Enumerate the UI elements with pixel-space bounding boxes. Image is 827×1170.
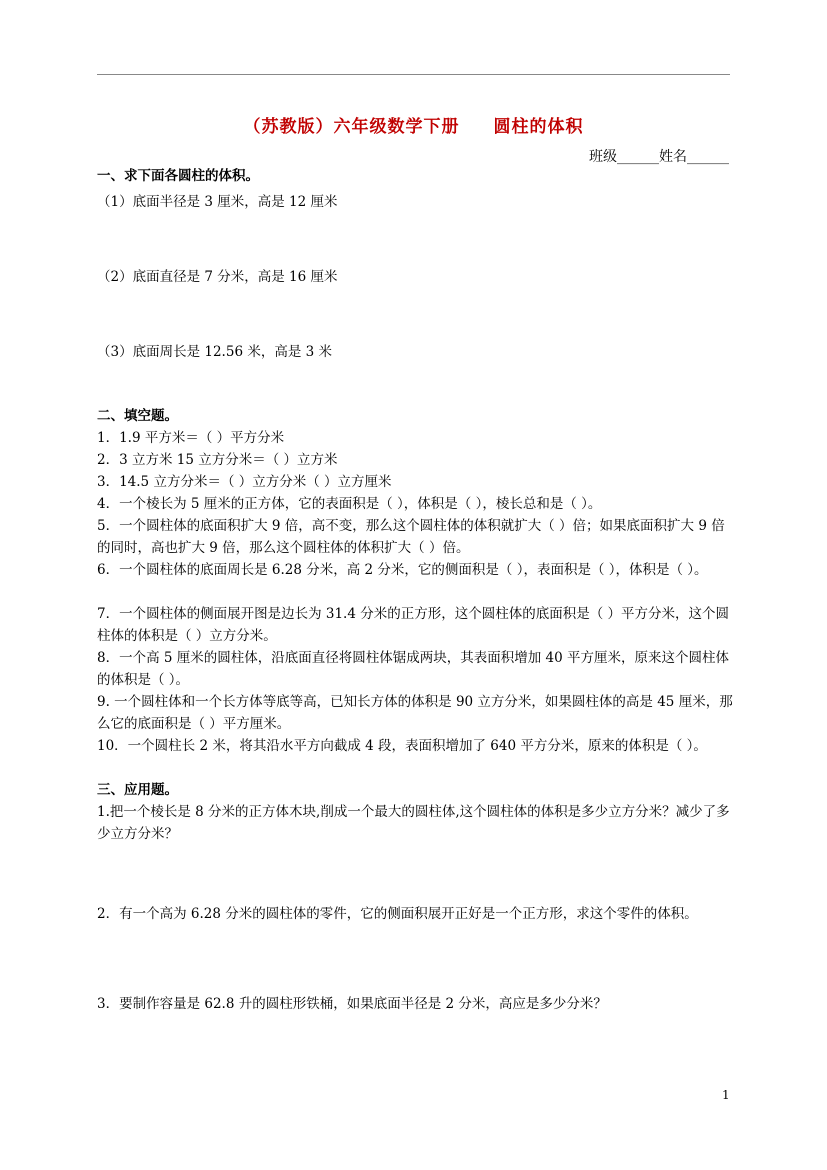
section3-item-1: 1.把一个棱长是 8 分米的正方体木块,削成一个最大的圆柱体,这个圆柱体的体积是多少立方分米？减少了多少立方分米？: [97, 804, 730, 842]
section2-item-1: 1．1.9 平方米＝（ ）平方分米: [97, 430, 285, 446]
page-number: 1: [722, 1088, 730, 1102]
section1-item-1: （1）底面半径是 3 厘米，高是 12 厘米: [97, 194, 338, 210]
header-rule: [97, 74, 730, 75]
section3-heading: 三、应用题。: [97, 782, 178, 798]
section3-item-2: 2．有一个高为 6.28 分米的圆柱体的零件，它的侧面积展开正好是一个正方形，求这个零件的体积。: [97, 906, 698, 922]
section2-item-4: 4．一个棱长为 5 厘米的正方体，它的表面积是（ ），体积是（ ），棱长总和是（ ）。: [97, 496, 602, 512]
section2-item-7: 7．一个圆柱体的侧面展开图是边长为 31.4 分米的正方形，这个圆柱体的底面积是（ ）平方分米，这个圆柱体的体积是（ ）立方分米。: [97, 606, 730, 644]
section1-item-2: （2）底面直径是 7 分米，高是 16 厘米: [97, 269, 338, 285]
section2-item-5: 5．一个圆柱体的底面积扩大 9 倍，高不变，那么这个圆柱体的体积就扩大（ ）倍；如果底面积扩大 9 倍的同时，高也扩大 9 倍，那么这个圆柱体的体积扩大（ ）倍。: [97, 518, 725, 556]
section3-item-3: 3．要制作容量是 62.8 升的圆柱形铁桶，如果底面半径是 2 分米，高应是多少分米？: [97, 996, 607, 1012]
section2-item-6: 6．一个圆柱体的底面周长是 6.28 分米，高 2 分米，它的侧面积是（ ），表面积是（ ），体积是（ ）。: [97, 562, 708, 578]
section1-heading: 一、求下面各圆柱的体积。: [97, 168, 259, 184]
section2-item-9: 9. 一个圆柱体和一个长方体等底等高，已知长方体的体积是 90 立方分米，如果圆柱体的高是 45 厘米，那么它的底面积是（ ）平方厘米。: [97, 694, 733, 732]
page-title: [0, 112, 827, 137]
title-prefix: （苏教版）六年级数学下册: [243, 117, 460, 137]
section2-item-3: 3．14.5 立方分米＝（ ）立方分米（ ）立方厘米: [97, 474, 392, 490]
section2-item-2: 2．3 立方米 15 立方分米＝（ ）立方米: [97, 452, 338, 468]
section2-item-10: 10．一个圆柱长 2 米，将其沿水平方向截成 4 段，表面积增加了 640 平方分米，原来的体积是（ ）。: [97, 738, 707, 754]
class-name-line: 班级______姓名______: [589, 149, 729, 165]
section1-item-3: （3）底面周长是 12.56 米，高是 3 米: [97, 344, 332, 360]
section2-item-8: 8．一个高 5 厘米的圆柱体，沿底面直径将圆柱体锯成两块，其表面积增加 40 平方厘米，原来这个圆柱体的体积是（ ）。: [97, 650, 730, 688]
title-topic: 圆柱的体积: [493, 117, 584, 137]
section2-heading: 二、填空题。: [97, 408, 178, 424]
